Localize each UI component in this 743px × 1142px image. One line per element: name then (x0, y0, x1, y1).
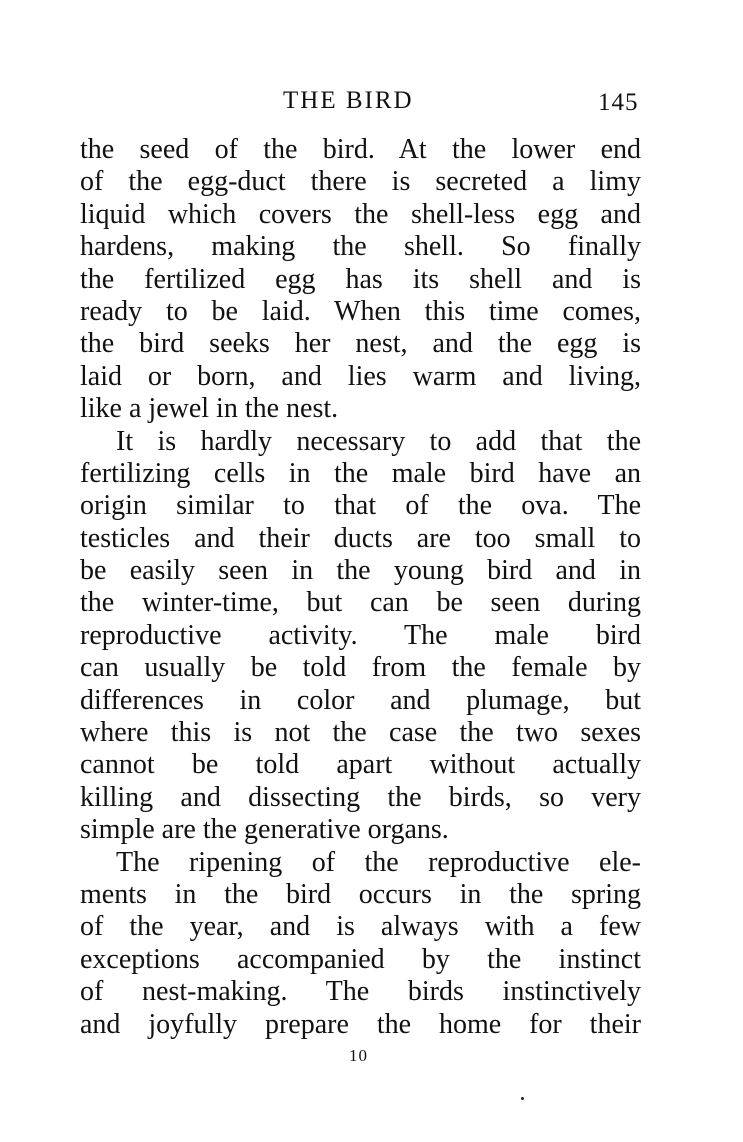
paragraph-end-line: like a jewel in the nest. (80, 393, 339, 425)
text-line: origin similar to that of the ova. The (80, 490, 641, 522)
text-line: where this is not the case the two sexes (80, 717, 641, 749)
paragraph-start-line: It is hardly necessary to add that the (116, 425, 641, 457)
text-line: ready to be laid. When this time comes, (80, 295, 641, 327)
ink-speck (521, 1097, 524, 1100)
text-line: can usually be told from the female by (80, 652, 641, 684)
text-line: cannot be told apart without actually (80, 749, 641, 781)
paragraph-end-line: simple are the generative organs. (80, 814, 449, 846)
text-line: differences in color and plumage, but (80, 684, 641, 716)
text-line: be easily seen in the young bird and in (80, 555, 641, 587)
text-line: liquid which covers the shell-less egg and (80, 198, 641, 230)
text-line: the seed of the bird. At the lower end (80, 134, 641, 165)
text-line: of nest-making. The birds instinctively (80, 976, 641, 1008)
running-head (0, 84, 743, 118)
text-line: ments in the bird occurs in the spring (80, 878, 641, 910)
text-line: laid or born, and lies warm and living, (80, 360, 641, 392)
page-number: 145 (598, 89, 639, 116)
text-line: testicles and their ducts are too small to (80, 522, 641, 554)
text-line: exceptions accompanied by the instinct (80, 943, 641, 975)
text-line: the fertilized egg has its shell and is (80, 263, 641, 295)
paragraph-start-line: The ripening of the reproductive ele- (116, 846, 641, 878)
text-line: killing and dissecting the birds, so very (80, 781, 641, 813)
text-line: fertilizing cells in the male bird have an (80, 457, 641, 489)
text-line: reproductive activity. The male bird (80, 619, 641, 651)
body-text (80, 134, 641, 1041)
text-line: and joyfully prepare the home for their (80, 1008, 641, 1040)
text-line: of the egg-duct there is secreted a limy (80, 166, 641, 198)
text-line: hardens, making the shell. So finally (80, 231, 641, 263)
text-line: the bird seeks her nest, and the egg is (80, 328, 641, 360)
signature-mark: 10 (349, 1046, 368, 1065)
running-title: THE BIRD (283, 87, 414, 114)
text-line: the winter-time, but can be seen during (80, 587, 641, 619)
text-line: of the year, and is always with a few (80, 911, 641, 943)
